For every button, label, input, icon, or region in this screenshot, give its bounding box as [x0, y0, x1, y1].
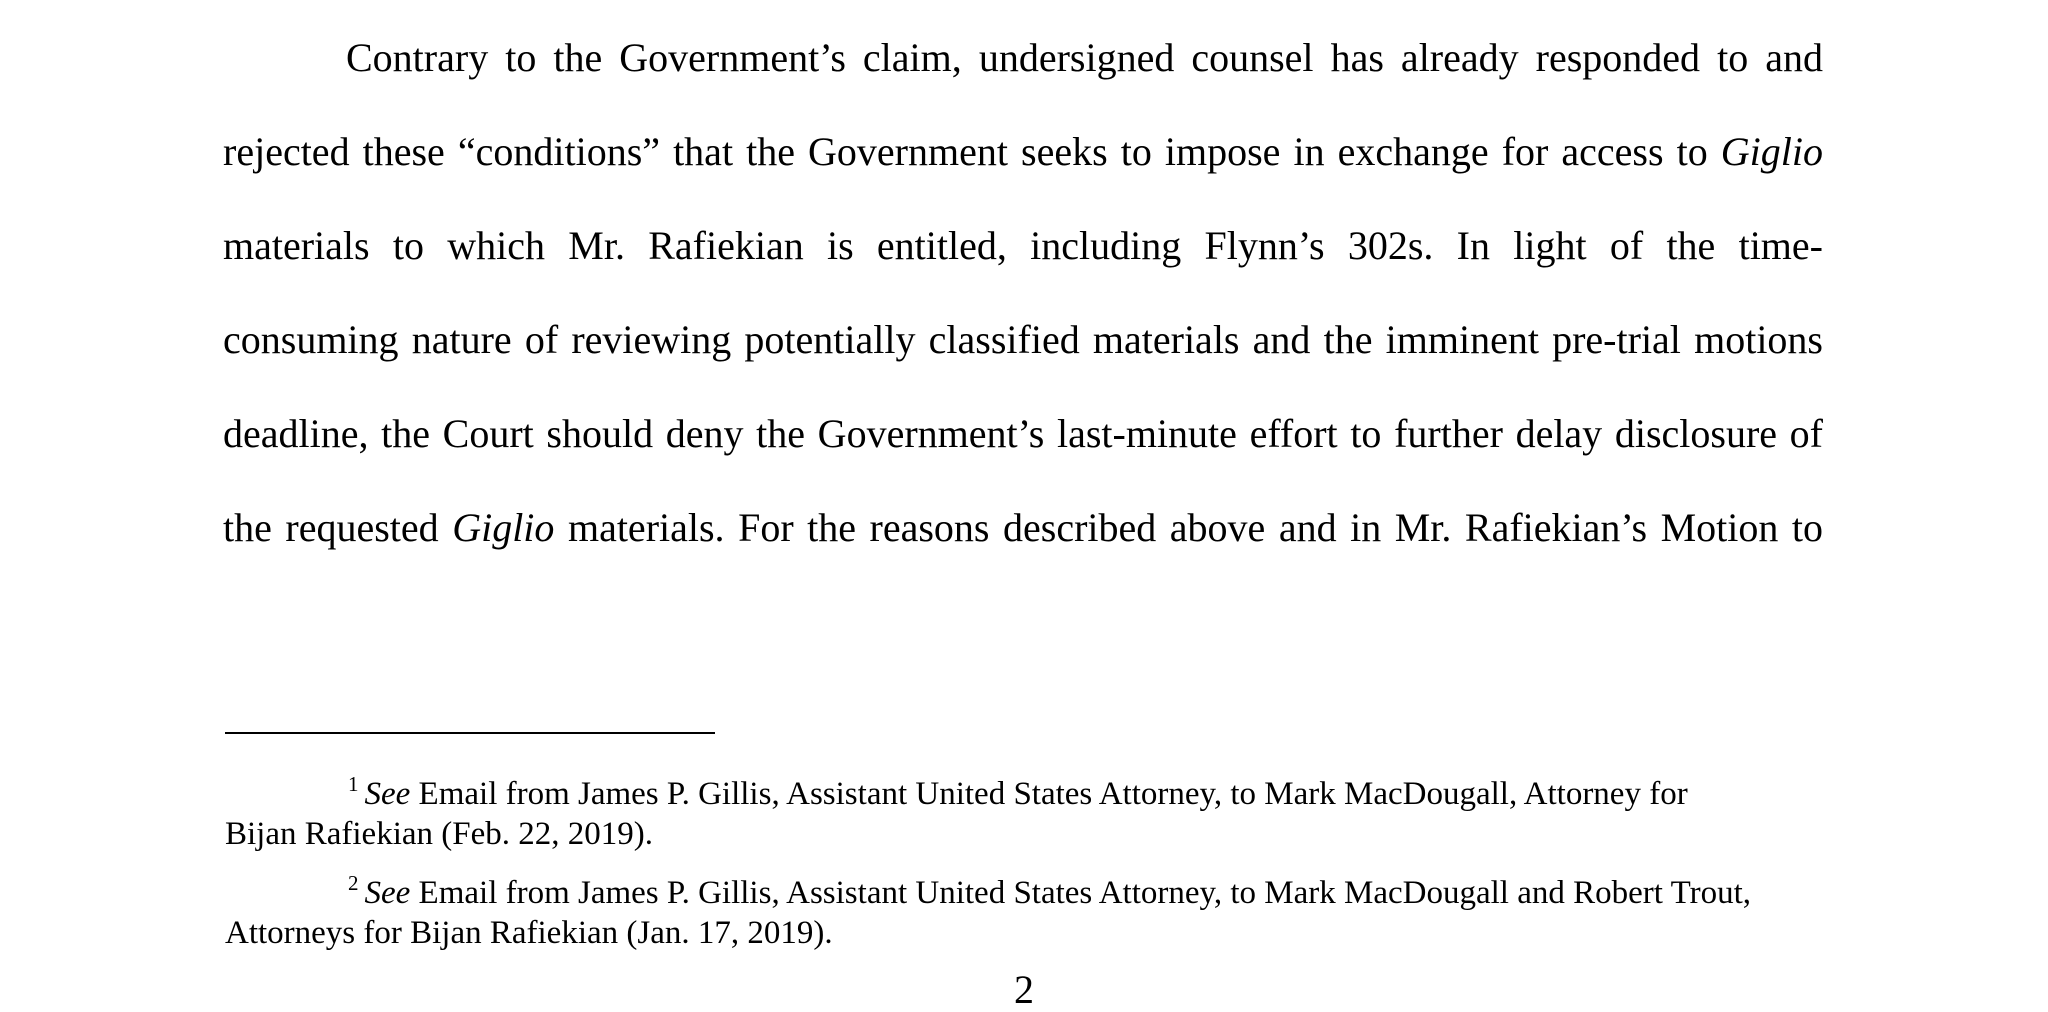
footnote-2 [225, 863, 1825, 953]
footnote-line: Bijan Rafiekian (Feb. 22, 2019). [225, 816, 654, 852]
footnote-line: Attorneys for Bijan Rafiekian (Jan. 17, 2019). [225, 915, 833, 951]
case-name-giglio: Giglio [452, 505, 555, 550]
paragraph-text: materials. For the reasons described above and in Mr. Rafiekian’s Motion to [567, 505, 1824, 550]
case-name-giglio: Giglio [1720, 129, 1824, 174]
footnote-1 [225, 764, 1825, 854]
footnote-line [225, 863, 1825, 913]
citation-signal: See [364, 776, 411, 812]
footnote-text: Email from James P. Gillis, Assistant United States Attorney, to Mark MacDougall and Robert Trout, [418, 875, 1751, 911]
footnote-text: Email from James P. Gillis, Assistant United States Attorney, to Mark MacDougall, Attorney for [418, 776, 1688, 812]
footnotes [225, 764, 1825, 962]
citation-signal: See [364, 875, 411, 911]
paragraph-line: consuming nature of reviewing potentially classified materials and the imminent pre-trial motions [223, 317, 1823, 362]
footnote-line [225, 764, 1825, 814]
paragraph-line: materials to which Mr. Rafiekian is entitled, including Flynn’s 302s. In light of the time- [223, 223, 1823, 268]
paragraph-line: deadline, the Court should deny the Government’s last-minute effort to further delay disclosure of [223, 411, 1823, 456]
paragraph-line [223, 481, 1823, 575]
page-number: 2 [1014, 967, 1034, 1012]
paragraph-line: Contrary to the Government’s claim, undersigned counsel has already responded to and [346, 35, 1823, 80]
paragraph-text: rejected these “conditions” that the Government seeks to impose in exchange for access to [223, 129, 1708, 174]
footnote-separator [225, 732, 715, 734]
footnote-number: 2 [348, 871, 359, 895]
body-paragraph [223, 11, 1823, 575]
paragraph-line [223, 105, 1823, 199]
footnote-number: 1 [348, 772, 359, 796]
paragraph-text: the requested [223, 505, 439, 550]
